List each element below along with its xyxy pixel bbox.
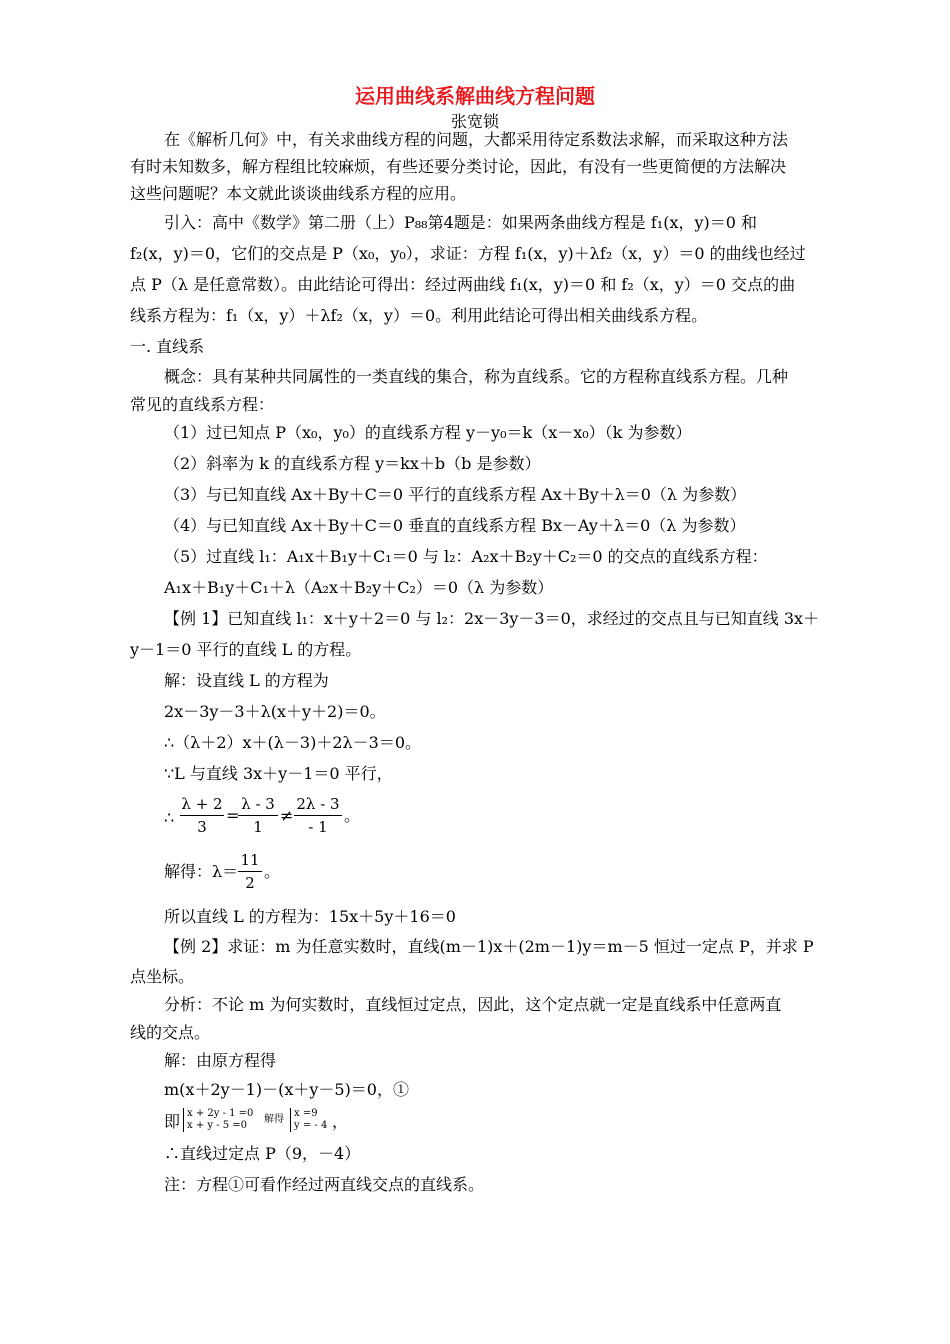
system-equation-2: x + y - 5 =0 — [187, 1120, 248, 1131]
not-equal-sign: ≠ — [280, 806, 294, 825]
fraction — [180, 795, 224, 836]
solution-x: x =9 — [294, 1108, 318, 1119]
equation-line: ∴直线过定点 P（9，－4） — [164, 1144, 361, 1163]
list-item: （2）斜率为 k 的直线系方程 y＝kx＋b（b 是参数） — [164, 454, 541, 473]
paragraph-line: 常见的直线系方程： — [130, 395, 275, 414]
note-line: 注：方程①可看作经过两直线交点的直线系。 — [164, 1175, 485, 1194]
page-title: 运用曲线系解曲线方程问题 — [355, 84, 595, 108]
brace — [290, 1108, 291, 1132]
solution-prefix: 解得：λ＝ — [164, 862, 239, 881]
paragraph-line: y－1＝0 平行的直线 L 的方程。 — [130, 640, 362, 659]
numerator: λ - 3 — [241, 795, 275, 813]
list-item: （3）与已知直线 Ax＋By＋C＝0 平行的直线系方程 Ax＋By＋λ＝0（λ 为参数） — [164, 485, 747, 504]
equation-line: m(x＋2y－1)－(x＋y－5)＝0，① — [164, 1080, 409, 1099]
example-heading: 【例 1】已知直线 l₁：x＋y＋2＝0 与 l₂：2x－3y－3＝0，求经过的交点且与已知直线 3x＋ — [164, 609, 820, 628]
solve-label: 解得 — [264, 1114, 284, 1125]
brace — [183, 1108, 184, 1132]
equation-line: ∵L 与直线 3x＋y－1＝0 平行， — [164, 764, 393, 783]
paragraph-line: 概念：具有某种共同属性的一类直线的集合，称为直线系。它的方程称直线系方程。几种 — [164, 367, 789, 386]
paragraph-line: 在《解析几何》中，有关求曲线方程的问题，大都采用待定系数法求解，而采取这种方法 — [164, 130, 789, 149]
denominator: - 1 — [308, 818, 328, 836]
denominator: 3 — [197, 818, 207, 836]
comma: ， — [332, 1112, 349, 1131]
equals-sign: = — [226, 806, 240, 825]
fraction — [238, 851, 262, 892]
numerator: 2λ - 3 — [296, 795, 340, 813]
paragraph-line: 有时未知数多，解方程组比较麻烦，有些还要分类讨论，因此，有没有一些更简便的方法解决 — [130, 157, 787, 176]
system-prefix: 即 — [164, 1112, 181, 1131]
equation-line: 2x－3y－3＋λ(x＋y＋2)＝0。 — [164, 702, 386, 721]
system-equation-1: x + 2y - 1 =0 — [187, 1108, 254, 1119]
paragraph-line: 点坐标。 — [130, 967, 195, 986]
paragraph-line: 线的交点。 — [130, 1023, 211, 1042]
example-heading: 【例 2】求证：m 为任意实数时，直线(m－1)x＋(2m－1)y＝m－5 恒过一定点 P，并求 P — [164, 937, 814, 956]
fraction — [294, 795, 342, 836]
paragraph-line: f₂(x，y)＝0，它们的交点是 P（x₀，y₀），求证：方程 f₁(x，y)＋λf₂（x，y）＝0 的曲线也经过 — [130, 244, 806, 263]
paragraph-line: 点 P（λ 是任意常数）。由此结论可得出：经过两曲线 f₁(x，y)＝0 和 f₂（x，y）＝0 交点的曲 — [130, 275, 796, 294]
list-item: A₁x＋B₁y＋C₁＋λ（A₂x＋B₂y＋C₂）＝0（λ 为参数） — [164, 578, 554, 597]
section-heading: 一. 直线系 — [130, 337, 205, 356]
denominator: 1 — [253, 818, 263, 836]
equation-line: ∴（λ＋2）x＋(λ－3)＋2λ－3＝0。 — [164, 733, 422, 752]
paragraph-line: 这些问题呢？本文就此谈谈曲线系方程的应用。 — [130, 184, 467, 203]
list-item: （4）与已知直线 Ax＋By＋C＝0 垂直的直线系方程 Bx－Ay＋λ＝0（λ 为参数） — [164, 516, 746, 535]
solution-line: 解：由原方程得 — [164, 1051, 277, 1070]
list-item: （1）过已知点 P（x₀，y₀）的直线系方程 y－y₀＝k（x－x₀）（k 为参数） — [164, 423, 692, 442]
denominator: 2 — [245, 874, 255, 892]
author: 张宽锁 — [450, 112, 499, 131]
solution-line: 解：设直线 L 的方程为 — [164, 671, 329, 690]
fraction — [238, 795, 278, 836]
paragraph-line: 引入：高中《数学》第二册（上）P₈₈第4题是：如果两条曲线方程是 f₁(x，y)＝0 和 — [164, 213, 758, 232]
therefore-symbol: ∴ — [164, 808, 175, 827]
list-item: （5）过直线 l₁：A₁x＋B₁y＋C₁＝0 与 l₂：A₂x＋B₂y＋C₂＝0 的交点的直线系方程： — [164, 547, 768, 566]
period: 。 — [344, 806, 361, 825]
equation-line: 所以直线 L 的方程为：15x＋5y＋16＝0 — [164, 907, 456, 926]
paragraph-line: 分析：不论 m 为何实数时，直线恒过定点，因此，这个定点就一定是直线系中任意两直 — [164, 995, 782, 1014]
paragraph-line: 线系方程为：f₁（x，y）＋λf₂（x，y）＝0。利用此结论可得出相关曲线系方程。 — [130, 306, 708, 325]
numerator: λ + 2 — [181, 795, 223, 813]
solution-y: y = - 4 — [294, 1120, 328, 1131]
period: 。 — [264, 862, 281, 881]
numerator: 11 — [240, 851, 260, 869]
